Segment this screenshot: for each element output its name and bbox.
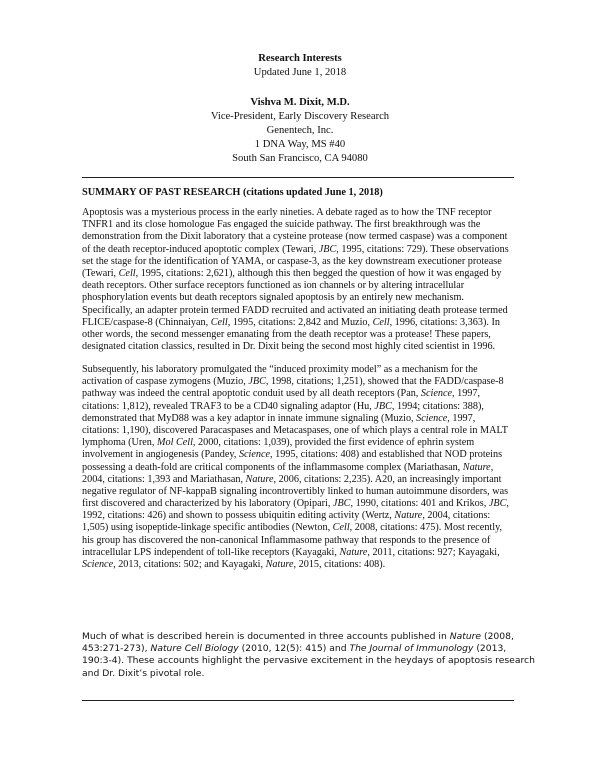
paragraph-line: Science, 2013, citations: 502; and Kayagaki, Nature, 2015, citations: 408).: [82, 559, 386, 570]
author-position: Vice-President, Early Discovery Research: [210, 111, 390, 122]
author-name: Vishva M. Dixit, M.D.: [250, 97, 350, 108]
paragraph-line: phosphorylation events but death receptors signaled apoptosis by an entirely new mechanism.: [82, 292, 464, 304]
document-title: Research Interests: [258, 53, 342, 64]
top-divider: [82, 177, 514, 178]
paragraph-line: Apoptosis was a mysterious process in the early nineties. A debate raged as to how the TNF receptor: [82, 207, 492, 218]
paragraph-line: possessing a death-fold are critical components of the inflammasome complex (Mariathasan, Nature,: [82, 461, 494, 473]
paragraph-line: lymphoma (Uren, Mol Cell, 2000, citations: 1,039), provided the first evidence of ephrin system: [82, 437, 475, 449]
paragraph-line: (Tewari, Cell, 1995, citations: 2,621), although this then begged the question of how it was engaged by: [82, 267, 502, 279]
paragraph-line: TNFR1 and its close homologue Fas engaged the suicide pathway. The first breakthrough was the: [82, 219, 481, 231]
paragraph-line: pathway was indeed the central apoptotic conduit used by all death receptors (Pan, Science, 1997,: [82, 388, 481, 400]
paragraph-line: Subsequently, his laboratory promulgated the “induced proximity model” as a mechanism for the: [82, 364, 478, 375]
paragraph-line: 1992, citations: 426) and shown to possess ubiquitin editing activity (Wertz, Nature, 2004, citations:: [82, 510, 491, 522]
paragraph-line: involvement in angiogenesis (Pandey, Science, 1995, citations: 408) and established that NOD proteins: [82, 449, 503, 461]
paragraph-line: death receptors. Other surface receptors functioned as ion channels or by altering intracellular: [82, 280, 465, 292]
address-line-2: South San Francisco, CA 94080: [232, 153, 368, 164]
paragraph-line: demonstrated that MyD88 was a key adaptor in innate immune signaling (Muzio, Science, 1997,: [82, 412, 476, 424]
summary-heading: SUMMARY OF PAST RESEARCH (citations updated June 1, 2018): [82, 187, 383, 198]
paragraph-line: of the death receptor-induced apoptotic complex (Tewari, JBC, 1995, citations: 729). These observations: [82, 243, 509, 255]
paragraph-line: 453:271-273), Nature Cell Biology (2010, 12(5): 415) and The Journal of Immunology (2013,: [82, 643, 507, 655]
paragraph-line: Much of what is described herein is documented in three accounts published in Nature (2008,: [82, 631, 514, 642]
paragraph-line: demonstration from the Dixit laboratory that a cysteine protease (now termed caspase) was a component: [82, 231, 508, 243]
paragraph-line: citations: 1,812), revealed TRAF3 to be a CD40 signaling adaptor (Hu, JBC, 1994; citations: 388),: [82, 400, 484, 412]
address-line-1: 1 DNA Way, MS #40: [254, 139, 346, 150]
paragraph-line: Specifically, an adapter protein termed FADD recruited and activated an initiating death protease termed: [82, 304, 508, 316]
author-company: Genentech, Inc.: [266, 125, 334, 136]
paragraph-line: other words, the second messenger emanating from the death receptor was a protease! These papers,: [82, 328, 491, 340]
updated-date: Updated June 1, 2018: [253, 67, 347, 78]
paragraph-line: activation of caspase zymogens (Muzio, JBC, 1998, citations; 1,251), showed that the FADD/caspase-8: [82, 376, 504, 388]
paragraph-line: designated citation classics, resulted in Dr. Dixit being the second most highly cited scientist in 1996.: [82, 341, 496, 353]
paragraph-line: first discovered and characterized by his laboratory (Opipari, JBC, 1990, citations: 401 and Krikos, JBC,: [82, 498, 509, 510]
paragraph-line: 1,505) using isopeptide-linkage specific antibodies (Newton, Cell, 2008, citations: 475). Most recently,: [82, 522, 503, 534]
paragraph-accounts: [82, 631, 535, 680]
paragraph-line: and Dr. Dixit’s pivotal role.: [82, 667, 205, 679]
bottom-divider: [82, 700, 514, 701]
paragraph-line: FLICE/caspase-8 (Chinnaiyan, Cell, 1995, citations: 2,842 and Muzio, Cell, 1996, citations: 3,363). In: [82, 316, 500, 328]
paragraph-line: 190:3-4). These accounts highlight the pervasive excitement in the heydays of apoptosis research: [82, 655, 535, 667]
paragraph-subsequently: [82, 364, 522, 571]
paragraph-line: 2004, citations: 1,393 and Mariathasan, Nature, 2006, citations: 2,235). A20, an increasingly important: [82, 473, 502, 485]
paragraph-apoptosis: [82, 207, 522, 353]
paragraph-line: set the stage for the identification of YAMA, or caspase-3, as the key downstream executioner protease: [82, 255, 502, 267]
paragraph-line: citations: 1,190), discovered Paracaspases and Metacaspases, one of which plays a central role in MALT: [82, 424, 508, 436]
paragraph-line: intracellular LPS independent of toll-like receptors (Kayagaki, Nature, 2011, citations: 927; Kayagaki,: [82, 546, 500, 558]
paragraph-line: negative regulator of NF-kappaB signaling incontrovertibly linked to human autoimmune disorders, was: [82, 485, 509, 497]
paragraph-line: his group has discovered the non-canonical Inflammasome pathway that responds to the presence of: [82, 534, 491, 546]
